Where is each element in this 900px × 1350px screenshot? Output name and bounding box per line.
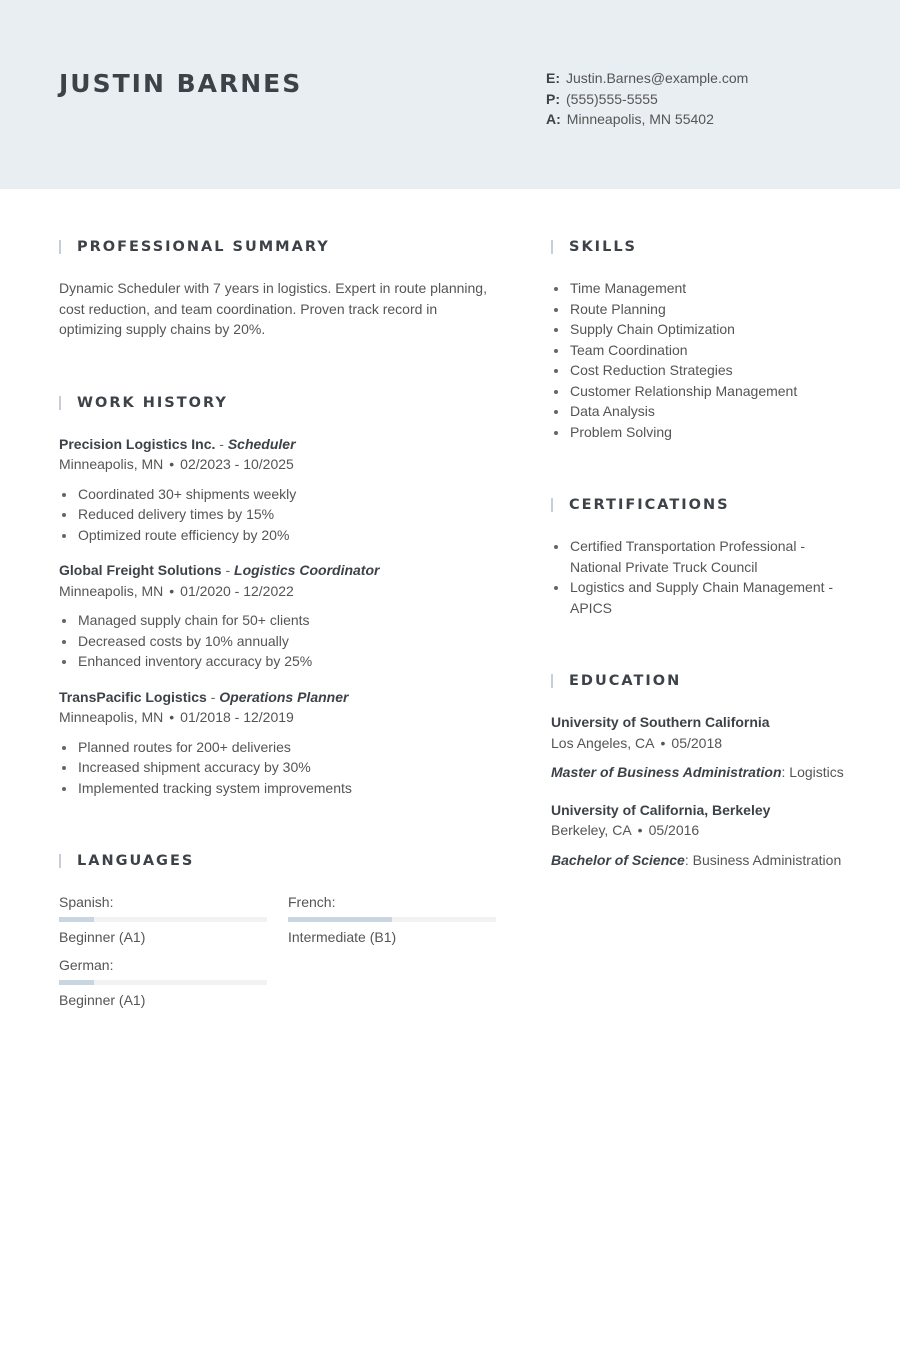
education-field: : Logistics: [781, 764, 844, 780]
job-company: Precision Logistics Inc.: [59, 435, 216, 452]
education-heading-text: EDUCATION: [569, 673, 682, 689]
work-section: [59, 391, 499, 799]
job-bullet: Optimized route efficiency by 20%: [59, 525, 499, 546]
skill-item: Customer Relationship Management: [551, 381, 851, 402]
education-section: [551, 669, 851, 870]
education-entry: [551, 800, 851, 871]
education-meta: Berkeley, CA • 05/2016: [551, 822, 700, 838]
skills-section: [551, 235, 851, 442]
language-level: Beginner (A1): [59, 992, 146, 1008]
summary-text: Dynamic Scheduler with 7 years in logistics. Expert in route planning, cost reduction, and team coordination. Proven track record in optimizing supply chains by 20%.: [59, 280, 487, 337]
language-item: [59, 892, 267, 947]
contact-phone: [546, 89, 748, 110]
language-proficiency-fill: [59, 980, 94, 985]
education-location: Berkeley, CA: [551, 822, 632, 838]
certification-item: Logistics and Supply Chain Management - APICS: [551, 577, 841, 618]
contact-address-value: Minneapolis, MN 55402: [566, 111, 714, 127]
job-bullets: [59, 484, 499, 546]
job-bullet: Decreased costs by 10% annually: [59, 631, 499, 652]
resume-header: [0, 0, 900, 189]
heading-accent-bar: [551, 240, 553, 254]
skills-list: [551, 278, 851, 442]
job-meta: Minneapolis, MN • 01/2018 - 12/2019: [59, 709, 294, 725]
contact-phone-value: (555)555-5555: [566, 90, 658, 107]
skill-item: Cost Reduction Strategies: [551, 360, 851, 381]
candidate-name: JUSTIN BARNES: [59, 69, 303, 98]
language-level: Beginner (A1): [59, 929, 146, 945]
heading-accent-bar: [59, 396, 61, 410]
education-heading: [551, 669, 851, 693]
language-name: French:: [288, 894, 336, 910]
job-bullet: Managed supply chain for 50+ clients: [59, 610, 499, 631]
skills-heading-text: SKILLS: [569, 239, 637, 255]
right-column: [551, 235, 851, 887]
work-heading-text: WORK HISTORY: [77, 394, 228, 411]
language-proficiency-bar: [59, 980, 267, 985]
skill-item: Problem Solving: [551, 422, 851, 443]
job-bullets: [59, 610, 499, 672]
language-proficiency-bar: [288, 917, 496, 922]
job-bullets: [59, 737, 499, 799]
education-degree: Master of Business Administration: [551, 764, 782, 780]
job-bullet: Reduced delivery times by 15%: [59, 504, 499, 525]
certifications-heading-text: CERTIFICATIONS: [569, 497, 730, 513]
education-date: 05/2018: [671, 734, 723, 751]
job-title-line: Precision Logistics Inc. - Scheduler: [59, 435, 296, 452]
contact-email: [546, 68, 748, 89]
left-column: [59, 235, 499, 1010]
contact-phone-key: P:: [546, 90, 560, 107]
language-name: Spanish:: [59, 894, 114, 910]
job-bullet: Implemented tracking system improvements: [59, 778, 499, 799]
job-bullet: Increased shipment accuracy by 30%: [59, 757, 499, 778]
certification-item: Certified Transportation Professional - National Private Truck Council: [551, 536, 841, 577]
language-proficiency-fill: [288, 917, 392, 922]
job-title-line: Global Freight Solutions - Logistics Coordinator: [59, 562, 380, 578]
job-location: Minneapolis, MN: [59, 582, 164, 599]
job-bullet: Planned routes for 200+ deliveries: [59, 737, 499, 758]
summary-section: [59, 235, 499, 340]
job-dates: 02/2023 - 10/2025: [180, 456, 294, 472]
language-item: [288, 892, 496, 947]
contact-email-key: E:: [546, 70, 560, 86]
job-entry: [59, 434, 499, 546]
certifications-list: [551, 536, 841, 618]
summary-heading: [59, 235, 499, 259]
skill-item: Time Management: [551, 278, 851, 299]
job-role: Scheduler: [227, 435, 296, 452]
skill-item: Supply Chain Optimization: [551, 319, 851, 340]
job-company: Global Freight Solutions: [59, 562, 222, 578]
contact-address: [546, 109, 748, 130]
languages-grid: [59, 892, 499, 1010]
job-location: Minneapolis, MN: [59, 456, 164, 472]
education-entry: [551, 712, 851, 783]
education-date: 05/2016: [648, 822, 700, 838]
job-bullet: Enhanced inventory accuracy by 25%: [59, 651, 499, 672]
heading-accent-bar: [551, 674, 553, 688]
job-dates: 01/2018 - 12/2019: [180, 709, 294, 725]
skill-item: Route Planning: [551, 299, 851, 320]
heading-accent-bar: [59, 854, 61, 868]
skills-heading: [551, 235, 851, 259]
education-location: Los Angeles, CA: [551, 734, 655, 751]
education-degree: Bachelor of Science: [551, 851, 685, 868]
job-entry: [59, 560, 499, 672]
education-degree-line: [551, 850, 851, 871]
education-meta: Los Angeles, CA • 05/2018: [551, 734, 723, 751]
summary-heading-text: PROFESSIONAL SUMMARY: [77, 239, 330, 255]
job-bullet: Coordinated 30+ shipments weekly: [59, 484, 499, 505]
job-title-line: TransPacific Logistics - Operations Planner: [59, 688, 349, 705]
job-meta: Minneapolis, MN • 01/2020 - 12/2022: [59, 582, 294, 599]
certifications-heading: [551, 493, 851, 517]
language-proficiency-fill: [59, 917, 94, 922]
skill-item: Team Coordination: [551, 340, 851, 361]
heading-accent-bar: [551, 498, 553, 512]
job-dates: 01/2020 - 12/2022: [180, 582, 294, 599]
job-role: Operations Planner: [219, 688, 349, 705]
contact-email-value: Justin.Barnes@example.com: [566, 70, 749, 86]
education-school: University of California, Berkeley: [551, 801, 771, 818]
language-level: Intermediate (B1): [288, 929, 397, 945]
certifications-section: [551, 493, 851, 618]
skill-item: Data Analysis: [551, 401, 851, 422]
language-item: [59, 955, 267, 1010]
work-heading: [59, 391, 499, 415]
languages-heading-text: LANGUAGES: [77, 853, 195, 869]
job-role: Logistics Coordinator: [234, 562, 380, 578]
education-field: : Business Administration: [684, 851, 842, 868]
job-entry: [59, 687, 499, 799]
languages-section: [59, 849, 499, 1010]
contact-address-key: A:: [546, 111, 561, 127]
education-school: University of Southern California: [551, 714, 770, 730]
job-meta: Minneapolis, MN • 02/2023 - 10/2025: [59, 456, 294, 472]
language-name: German:: [59, 957, 114, 973]
language-proficiency-bar: [59, 917, 267, 922]
job-location: Minneapolis, MN: [59, 709, 164, 725]
heading-accent-bar: [59, 240, 61, 254]
languages-heading: [59, 849, 499, 873]
contact-info: [546, 68, 748, 130]
job-company: TransPacific Logistics: [59, 688, 207, 705]
education-degree-line: [551, 762, 851, 783]
